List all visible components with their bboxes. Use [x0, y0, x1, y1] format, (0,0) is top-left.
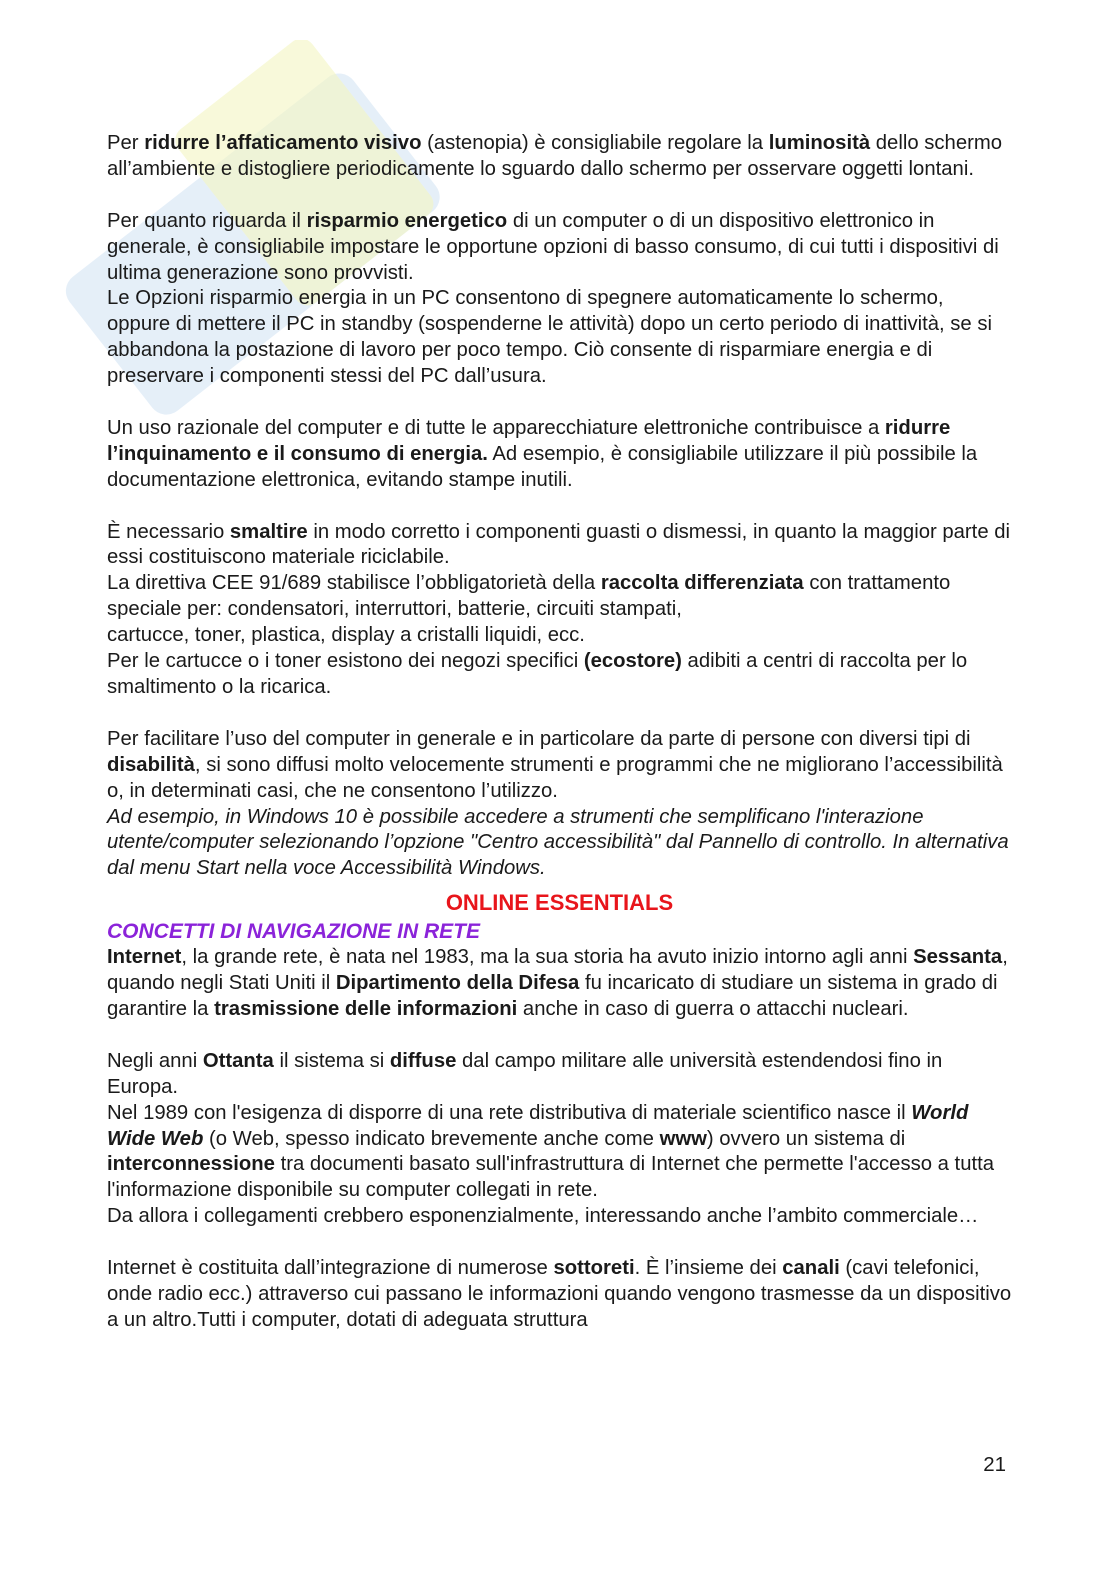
text-run: Per le cartucce o i toner esistono dei negozi specifici	[107, 650, 584, 673]
paragraph-direttiva-cee	[107, 571, 1012, 623]
text-run: diffuse	[389, 1049, 457, 1072]
text-run: il sistema si	[273, 1049, 390, 1072]
text-run: di un computer o di un dispositivo elettronico in generale, è consigliabile impostare le opportune opzioni di basso consumo, di cui tutti i dispositivi di ultima generazione sono provvisti.	[107, 209, 999, 284]
section-title: ONLINE ESSENTIALS	[445, 890, 674, 916]
text-run: La direttiva CEE 91/689 stabilisce l’obbligatorietà della	[107, 572, 601, 595]
text-run: Dipartimento della Difesa	[335, 972, 580, 995]
text-run: risparmio energetico	[306, 209, 508, 232]
text-run: Internet è costituita dall’integrazione di numerose	[107, 1257, 554, 1280]
paragraph-smaltire	[107, 520, 1012, 572]
text-run: sottoreti	[553, 1257, 635, 1280]
text-run: Per	[107, 132, 145, 154]
paragraph-world-wide-web	[107, 1101, 1012, 1205]
text-run: . È l’insieme dei	[634, 1257, 783, 1280]
text-run: dal campo militare alle università estendendosi fino in Europa.	[107, 1049, 943, 1098]
text-run: www	[659, 1127, 707, 1150]
paragraph-anni-ottanta	[107, 1049, 1012, 1101]
text-run: Per facilitare l’uso del computer in generale e in particolare da parte di persone con diversi tipi di	[107, 727, 971, 750]
paragraph-astenopia	[107, 131, 1012, 183]
document-page	[107, 131, 1012, 1334]
paragraph-disabilita	[107, 727, 1012, 805]
text-run: , la grande rete, è nata nel 1983, ma la sua storia ha avuto inizio intorno agli anni	[181, 946, 914, 969]
text-run: (o Web, spesso indicato brevemente anche come	[203, 1127, 660, 1150]
text-run: trasmissione delle informazioni	[214, 998, 518, 1021]
paragraph-commerciale	[107, 1204, 1012, 1230]
text-run: anche in caso di guerra o attacchi nucleari.	[517, 998, 909, 1021]
text-run: Per quanto riguarda il	[107, 209, 307, 232]
text-run: ridurre l’affaticamento visivo	[144, 132, 422, 154]
text-run: Negli anni	[107, 1049, 203, 1072]
text-run: in modo corretto i componenti guasti o dismessi, in quanto la maggior parte di essi costituiscono materiale riciclabile.	[107, 520, 1011, 569]
text-run: ridurre l’inquinamento e il consumo di energia.	[107, 416, 951, 465]
text-run: Ottanta	[202, 1049, 274, 1072]
paragraph-internet-storia	[107, 945, 1012, 1023]
text-run: luminosità	[768, 132, 871, 154]
text-run: smaltire	[229, 520, 308, 543]
paragraph-direttiva-cee-cont	[107, 623, 1012, 649]
text-run: tra documenti basato sull'infrastruttura di Internet che permette l'accesso a tutta l'informazione disponibile su computer collegati in rete.	[107, 1153, 995, 1202]
section-subtitle: CONCETTI DI NAVIGAZIONE IN RETE	[107, 920, 480, 944]
text-run: cartucce, toner, plastica, display a cristalli liquidi, ecc.	[107, 624, 585, 647]
text-run: (astenopia) è consigliabile regolare la	[421, 132, 769, 154]
text-run: Ad esempio, in Windows 10 è possibile accedere a strumenti che semplificano l'interazione utente/computer selezionando l’opzione "Centro accessibilità" dal Pannello di controllo. In alternativa dal menu Start nella voce Accessibilità Windows.	[107, 805, 1009, 880]
paragraph-windows-accessibilita	[107, 805, 1012, 883]
text-run: con trattamento speciale per: condensatori, interruttori, batterie, circuiti stampati,	[107, 572, 951, 621]
page-number: 21	[983, 1453, 1006, 1476]
text-run: Ad esempio, è consigliabile utilizzare il più possibile la documentazione elettronica, evitando stampe inutili.	[107, 442, 978, 491]
text-run: (ecostore)	[583, 650, 682, 673]
text-run: Un uso razionale del computer e di tutte le apparecchiature elettroniche contribuisce a	[107, 416, 885, 439]
text-run: Internet	[107, 946, 182, 969]
text-run: raccolta differenziata	[600, 572, 804, 595]
text-run: Nel 1989 con l'esigenza di disporre di una rete distributiva di materiale scientifico nasce il	[107, 1101, 912, 1124]
text-run: Le Opzioni risparmio energia in un PC consentono di spegnere automaticamente lo schermo, oppure di mettere il PC in standby (sospenderne le attività) dopo un certo periodo di inattività, se si abbandona la postazione di lavoro per poco tempo. Ciò consente di risparmiare energia e di preservare i componenti stessi del PC dall’usura.	[107, 287, 992, 388]
text-run: World Wide Web	[107, 1101, 969, 1150]
text-run: Sessanta	[913, 946, 1003, 969]
text-run: disabilità	[107, 753, 195, 776]
paragraph-risparmio-energetico	[107, 209, 1012, 287]
text-run: canali	[782, 1257, 840, 1280]
text-run: È necessario	[107, 520, 230, 543]
text-run: adibiti a centri di raccolta per lo smaltimento o la ricarica.	[107, 650, 968, 698]
text-run: dello schermo all’ambiente e distogliere periodicamente lo sguardo dallo schermo per osservare oggetti lontani.	[107, 132, 1003, 180]
text-run: , si sono diffusi molto velocemente strumenti e programmi che ne migliorano l’accessibilità o, in determinati casi, che ne consentono l’utilizzo.	[107, 753, 1003, 802]
paragraph-uso-razionale	[107, 416, 1012, 494]
paragraph-ecostore	[107, 649, 1012, 701]
text-run: Da allora i collegamenti crebbero esponenzialmente, interessando anche l’ambito commerciale…	[107, 1205, 979, 1228]
paragraph-sottoreti	[107, 1256, 1012, 1334]
paragraph-opzioni-risparmio	[107, 286, 1012, 390]
text-run: , quando negli Stati Uniti il	[107, 946, 1008, 995]
text-run: (cavi telefonici, onde radio ecc.) attraverso cui passano le informazioni quando vengono trasmesse da un dispositivo a un altro.Tutti i computer, dotati di adeguata struttura	[107, 1257, 1012, 1331]
text-run: interconnessione	[107, 1153, 275, 1176]
text-run: ) ovvero un sistema di	[706, 1127, 906, 1150]
text-run: fu incaricato di studiare un sistema in grado di garantire la	[107, 972, 998, 1021]
